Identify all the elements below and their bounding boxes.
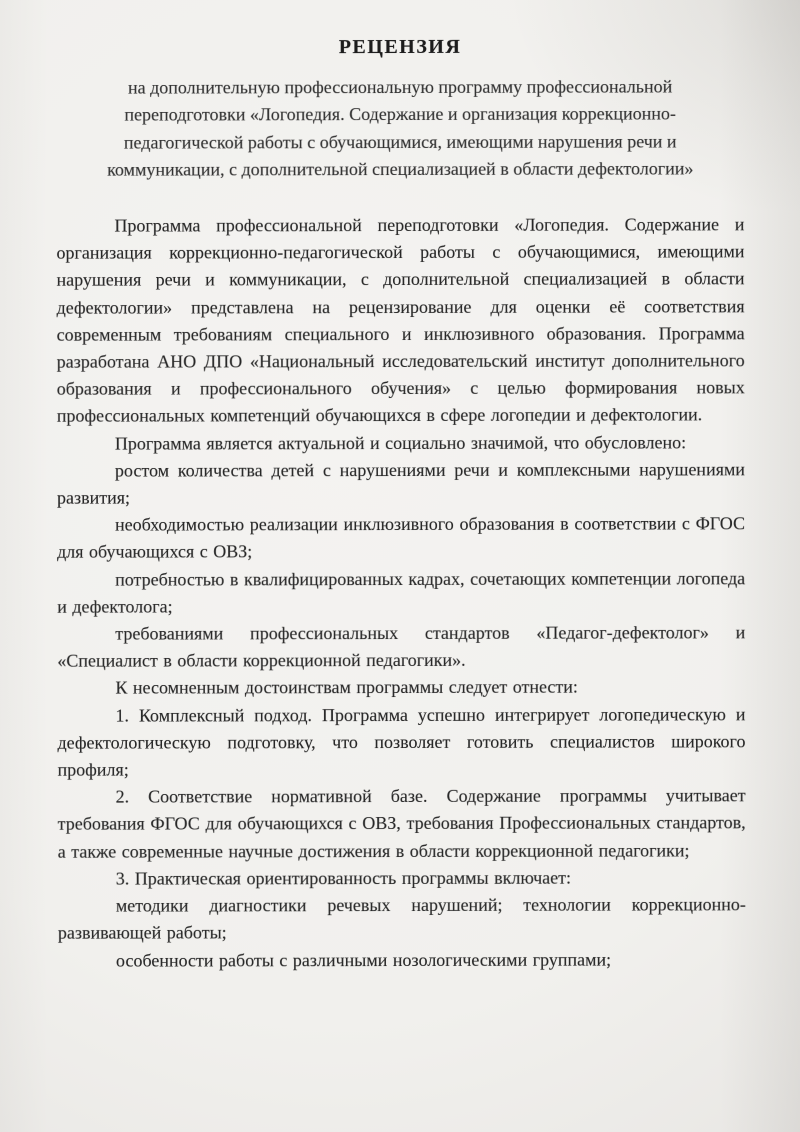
document-title: РЕЦЕНЗИЯ [338,35,462,59]
paragraph-reason-1: ростом количества детей с нарушениями речи и комплексными нарушениями развития; [56,459,745,508]
paragraph-merit-3b: особенности работы с различными нозологическими группами; [115,949,612,971]
document-content [56,33,746,974]
paragraph-merit-3: 3. Практическая ориентированность программы включает: [115,867,572,889]
document-subtitle: на дополнительную профессиональную программу профессиональной переподготовки «Логопедия. Содержание и организация коррекционно-педагогической работы с обучающимися, имеющими нарушения речи и коммуникации, с дополнительной специализацией в области дефектологии» [107,76,694,180]
paragraph-merit-3a: методики диагностики речевых нарушений; технологии коррекционно-развивающей работы; [57,894,746,944]
paragraph-relevance-lead: Программа является актуальной и социально значимой, что обусловлено: [114,432,687,454]
paragraph-merit-1: 1. Комплексный подход. Программа успешно интегрирует логопедическую и дефектологическую подготовку, что позволяет готовить специалистов широкого профиля; [57,703,746,780]
paragraph-merits-lead: К несомненным достоинствам программы следует отнести: [115,677,578,699]
paragraph-merit-2: 2. Соответствие нормативной базе. Содержание программы учитывает требования ФГОС для обучающихся с ОВЗ, требования Профессиональных стандартов, а также современные научные достижения в области коррекционной педагогики; [57,785,746,862]
paragraph-reason-4: требованиями профессиональных стандартов «Педагог-дефектолог» и «Специалист в области коррекционной педагогики». [57,622,746,671]
paragraph-reason-2: необходимостью реализации инклюзивного образования в соответствии с ФГОС для обучающихся с ОВЗ; [57,513,746,563]
paragraph-reason-3: потребностью в квалифицированных кадрах, сочетающих компетенции логопеда и дефектолога; [57,567,746,617]
document-body [56,211,746,974]
paragraph-intro: Программа профессиональной переподготовки «Логопедия. Содержание и организация коррекционно-педагогической работы с обучающимися, имеющими нарушения речи и коммуникации, с дополнительной специализацией в области дефектологии» представлена на рецензирование для оценки её соответствия современным требованиям специального и инклюзивного образования. Программа разработана АНО ДПО «Национальный исследовательский институт дополнительного образования и профессионального обучения» с целью формирования новых профессиональных компетенций обучающихся в сфере логопедии и дефектологии. [56,214,745,427]
